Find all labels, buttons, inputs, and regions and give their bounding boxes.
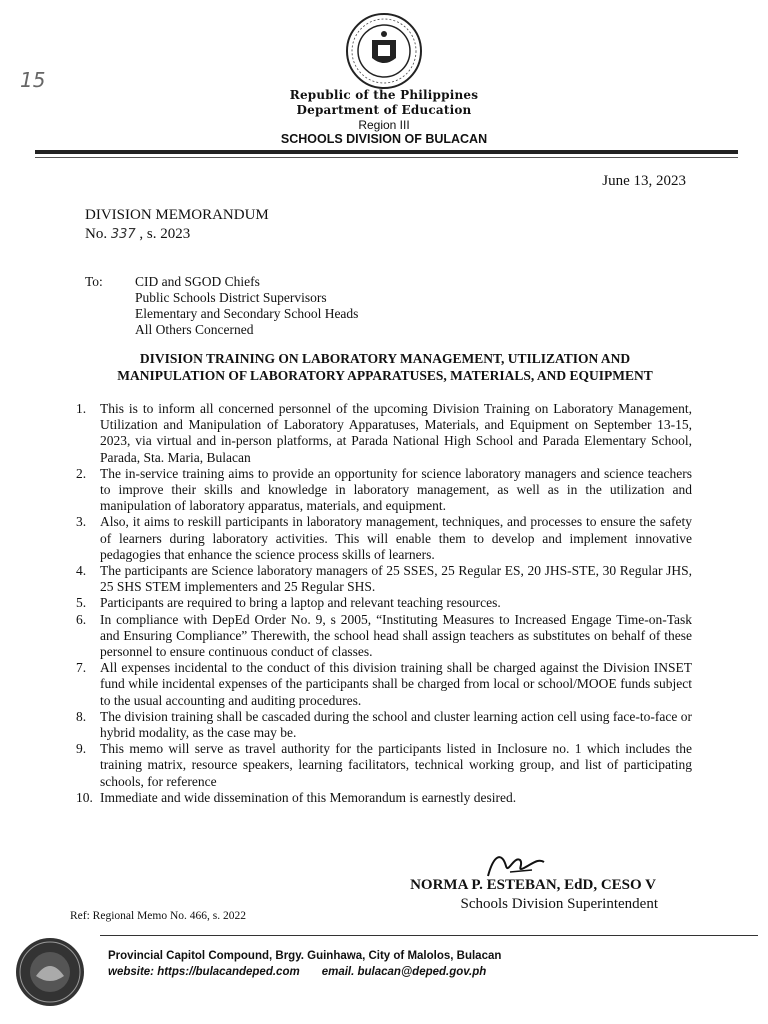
item-number: 5. — [76, 595, 87, 611]
list-item — [76, 660, 692, 709]
footer-website-link[interactable]: website: https://bulacandeped.com — [108, 966, 300, 978]
memo-subject — [70, 350, 700, 384]
list-item — [76, 741, 692, 790]
list-item — [76, 563, 692, 595]
item-text: This memo will serve as travel authority for the participants listed in Inclosure no. 1 which includes the training matrix, resource speakers, learning facilitators, technical working group, and list of participating schools, for reference — [100, 741, 692, 789]
item-number: 1. — [76, 401, 87, 416]
footer-address: Provincial Capitol Compound, Brgy. Guinhawa, City of Malolos, Bulacan — [108, 950, 502, 962]
memo-title: DIVISION MEMORANDUM — [85, 207, 269, 223]
item-text: In compliance with DepEd Order No. 9, s 2005, “Instituting Measures to Increased Engage Time-on-Task and Ensuring Compliance” Therewith, the school head shall assign teachers as substitutes on behalf of these personnel to ensure continuous conduct of classes. — [100, 611, 692, 660]
header-department: Department of Education — [296, 103, 472, 117]
item-text: Immediate and wide dissemination of this Memorandum is earnestly desired. — [100, 789, 517, 805]
list-item — [76, 466, 692, 515]
memo-number-suffix: , s. 2023 — [139, 226, 191, 242]
signatory-name: NORMA P. ESTEBAN, EdD, CESO V — [410, 877, 656, 893]
reference-note: Ref: Regional Memo No. 466, s. 2022 — [70, 910, 246, 922]
item-text: This is to inform all concerned personnel of the upcoming Division Training on Laboratory Management, Utilization and Manipulation of Laboratory Apparatuses, Materials, and Equipment on September 13-15, 2023, via virtual and in-person platforms, at Parada National High School and Parada Elementary School, Parada, Sta. Maria, Bulacan — [100, 401, 692, 465]
memo-date: June 13, 2023 — [602, 173, 686, 189]
division-seal-icon — [14, 936, 86, 1008]
to-label: To: — [85, 274, 103, 289]
item-number: 6. — [76, 611, 87, 627]
list-item — [76, 595, 692, 611]
list-item — [76, 612, 692, 661]
item-number: 10. — [76, 789, 93, 805]
item-number: 9. — [76, 741, 87, 757]
signatory-title: Schools Division Superintendent — [460, 896, 658, 912]
list-item — [76, 401, 692, 466]
memo-items — [76, 401, 692, 806]
item-text: Participants are required to bring a laptop and relevant teaching resources. — [100, 595, 501, 611]
header-rule-thin — [35, 157, 738, 158]
item-number: 8. — [76, 708, 87, 724]
item-number: 3. — [76, 514, 87, 530]
footer-contact — [108, 966, 486, 978]
footer-email-link[interactable]: email. bulacan@deped.gov.ph — [321, 966, 487, 978]
deped-seal-icon — [345, 12, 423, 90]
subject-line: MANIPULATION OF LABORATORY APPARATUSES, MATERIALS, AND EQUIPMENT — [117, 368, 653, 383]
list-item — [76, 709, 692, 741]
recipient: All Others Concerned — [135, 322, 254, 337]
item-number: 4. — [76, 563, 87, 579]
memo-number — [85, 226, 190, 243]
item-text: The division training shall be cascaded during the school and cluster learning action cell using face-to-face or hybrid modality, as the case may be. — [100, 708, 692, 741]
item-text: Also, it aims to reskill participants in laboratory management, techniques, and processes to ensure the safety of learners during laboratory activities. This will enable them to develop and implement innovative pedagogies that enhance the science process skills of learners. — [100, 514, 692, 562]
memo-number-prefix: No. — [85, 226, 108, 242]
item-text: All expenses incidental to the conduct of this division training shall be charged against the Division INSET fund while incidental expenses of the participants shall be charged from local or school/MOOE funds subject to the usual accounting and auditing procedures. — [100, 660, 692, 708]
list-item — [76, 790, 692, 806]
memo-number-handwritten: 337 — [110, 227, 136, 242]
recipient-list — [135, 274, 358, 338]
header-republic: Republic of the Philippines — [289, 88, 479, 102]
item-text: The participants are Science laboratory managers of 25 SSES, 25 Regular ES, 20 JHS-STE, 30 Regular JHS, 25 SHS STEM implementers and 25 Regular SHS. — [100, 563, 692, 595]
item-number: 7. — [76, 660, 87, 676]
item-number: 2. — [76, 465, 87, 481]
subject-line: DIVISION TRAINING ON LABORATORY MANAGEMENT, UTILIZATION AND — [139, 351, 631, 366]
recipient: CID and SGOD Chiefs — [135, 274, 260, 289]
recipient: Elementary and Secondary School Heads — [135, 306, 359, 321]
recipient: Public Schools District Supervisors — [135, 290, 327, 305]
header-region: Region III — [358, 118, 410, 132]
item-text: The in-service training aims to provide an opportunity for science laboratory managers and science teachers to improve their skills and knowledge in laboratory management, as well as in the utilization and manipulation of laboratory apparatus, materials, and equipment. — [100, 465, 692, 514]
handwritten-margin-mark: 15 — [20, 68, 46, 92]
header-division: SCHOOLS DIVISION OF BULACAN — [280, 132, 488, 146]
footer-rule — [100, 935, 758, 936]
list-item — [76, 514, 692, 563]
header-rule — [35, 150, 738, 154]
